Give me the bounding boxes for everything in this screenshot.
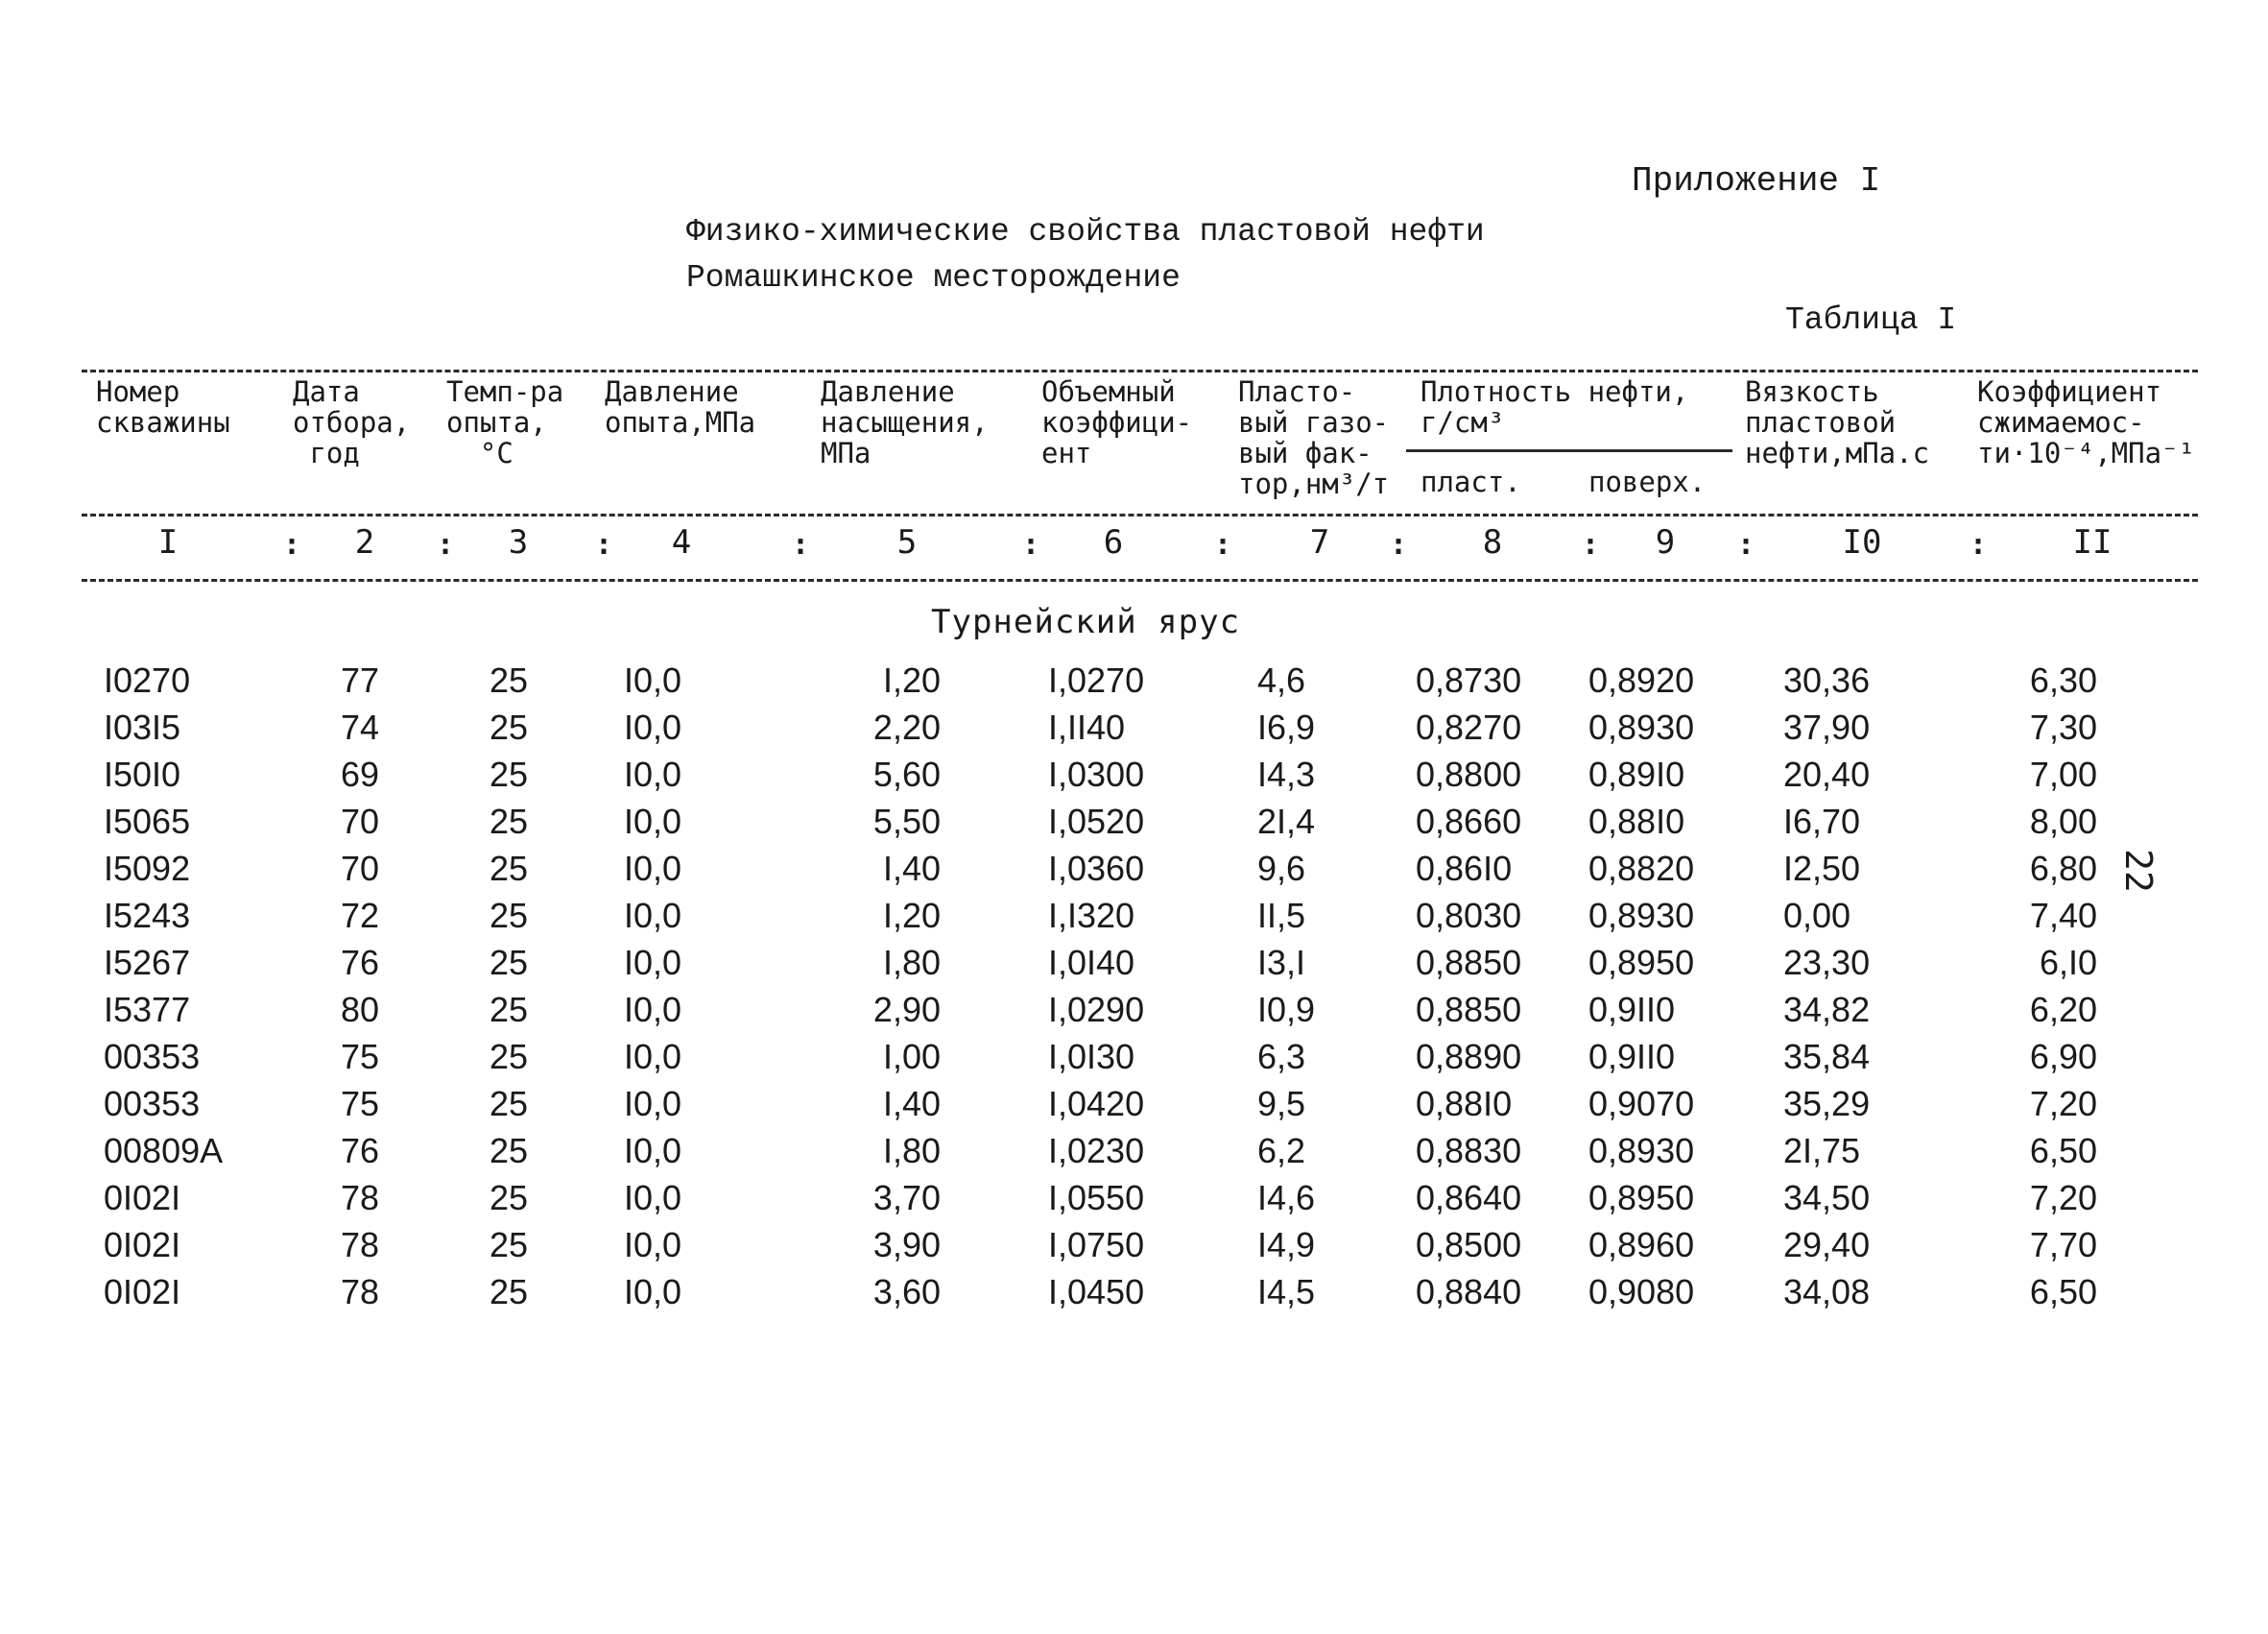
cell-visc: 35,84 [1783,1037,1871,1076]
header-density-surface: поверх. [1588,466,1707,498]
table-label: Таблица I [1785,302,1957,338]
cell-gas: I4,5 [1257,1272,1316,1311]
cell-well: 00353 [104,1037,201,1076]
cell-dsurf: 0,9080 [1588,1272,1695,1311]
cell-vol: I,II40 [1048,708,1126,747]
cell-dres: 0,8500 [1416,1225,1522,1264]
cell-dsurf: 0,8950 [1588,1178,1695,1217]
column-number-7: 7 [1309,523,1330,562]
cell-comp: 7,20 [2029,1084,2097,1123]
cell-dsurf: 0,9II0 [1588,990,1676,1029]
cell-psat: 2,90 [872,990,941,1029]
column-separator: : [792,528,810,562]
column-number-10: I0 [1842,523,1882,562]
cell-dres: 0,8030 [1416,896,1522,935]
cell-visc: 0,00 [1783,896,1851,935]
cell-dsurf: 0,8920 [1588,661,1695,700]
cell-comp: 6,90 [2029,1037,2097,1076]
cell-well: I5065 [104,802,191,841]
column-number-3: 3 [508,523,529,562]
cell-year: 78 [340,1225,380,1264]
cell-comp: 7,40 [2029,896,2097,935]
table-row [0,1131,2268,1177]
table-row [0,1225,2268,1271]
cell-psat: 2,20 [872,708,941,747]
cell-dsurf: 0,8930 [1588,896,1695,935]
cell-dres: 0,8660 [1416,802,1522,841]
cell-temp: 25 [489,896,529,935]
header-viscosity: Вязкость пластовой нефти,мПа.с [1745,375,1930,469]
cell-temp: 25 [489,1178,529,1217]
cell-gas: 4,6 [1257,661,1306,700]
table-row [0,1084,2268,1130]
cell-pexp: I0,0 [624,1178,682,1217]
cell-year: 77 [340,661,380,700]
page-number: 22 [2116,849,2160,893]
section-title: Турнейский ярус [931,603,1241,641]
column-separator: : [1022,528,1040,562]
cell-comp: 7,70 [2029,1225,2097,1264]
cell-pexp: I0,0 [624,1131,682,1170]
cell-well: I5243 [104,896,191,935]
column-number-8: 8 [1482,523,1503,562]
table-row [0,943,2268,989]
cell-psat: 3,60 [872,1272,941,1311]
cell-temp: 25 [489,990,529,1029]
column-number-4: 4 [671,523,692,562]
cell-psat: I,20 [882,896,941,935]
cell-vol: I,0290 [1048,990,1145,1029]
cell-vol: I,0750 [1048,1225,1145,1264]
cell-vol: I,0420 [1048,1084,1145,1123]
cell-psat: I,00 [882,1037,941,1076]
cell-comp: 6,50 [2029,1272,2097,1311]
header-compressibility: Коэффициент сжимаемос- ти·10⁻⁴,МПа⁻¹ [1977,375,2195,469]
cell-visc: 35,29 [1783,1084,1871,1123]
column-number-rule [82,579,2198,582]
cell-comp: 6,I0 [2039,943,2097,982]
cell-vol: I,I320 [1048,896,1135,935]
cell-gas: I6,9 [1257,708,1316,747]
cell-dres: 0,8840 [1416,1272,1522,1311]
column-separator: : [1214,528,1232,562]
cell-gas: 9,6 [1257,849,1306,888]
column-number-5: 5 [896,523,918,562]
cell-gas: I0,9 [1257,990,1316,1029]
cell-gas: I4,9 [1257,1225,1316,1264]
cell-pexp: I0,0 [624,849,682,888]
cell-dres: 0,88I0 [1416,1084,1513,1123]
cell-pexp: I0,0 [624,802,682,841]
table-row [0,661,2268,707]
cell-comp: 7,30 [2029,708,2097,747]
cell-year: 75 [340,1084,380,1123]
cell-vol: I,0550 [1048,1178,1145,1217]
cell-gas: 9,5 [1257,1084,1306,1123]
column-number-2: 2 [354,523,375,562]
cell-pexp: I0,0 [624,1225,682,1264]
cell-pexp: I0,0 [624,755,682,794]
title-line-1: Физико-химические свойства пластовой нефти [686,214,1485,250]
cell-well: 00809A [104,1131,224,1170]
cell-pexp: I0,0 [624,661,682,700]
cell-gas: 6,3 [1257,1037,1306,1076]
table-row [0,1037,2268,1083]
cell-visc: 2I,75 [1783,1131,1861,1170]
column-separator: : [1582,528,1600,562]
header-pressure-exp: Давление опыта,МПа [605,375,756,439]
column-separator: : [1390,528,1408,562]
cell-year: 75 [340,1037,380,1076]
column-number-9: 9 [1655,523,1676,562]
cell-pexp: I0,0 [624,943,682,982]
column-separator: : [1970,528,1988,562]
cell-dsurf: 0,8930 [1588,708,1695,747]
cell-vol: I,0270 [1048,661,1145,700]
column-number-11: II [2072,523,2113,562]
cell-pexp: I0,0 [624,1084,682,1123]
cell-well: 00353 [104,1084,201,1123]
cell-gas: 6,2 [1257,1131,1306,1170]
cell-year: 78 [340,1178,380,1217]
cell-dres: 0,8730 [1416,661,1522,700]
cell-dsurf: 0,8820 [1588,849,1695,888]
cell-pexp: I0,0 [624,990,682,1029]
cell-dsurf: 0,8960 [1588,1225,1695,1264]
column-separator: : [283,528,301,562]
header-bottom-rule [82,514,2198,517]
cell-year: 69 [340,755,380,794]
cell-well: I5267 [104,943,191,982]
table-row [0,849,2268,895]
cell-pexp: I0,0 [624,1272,682,1311]
cell-gas: I3,I [1257,943,1306,982]
cell-year: 80 [340,990,380,1029]
cell-comp: 6,20 [2029,990,2097,1029]
cell-psat: I,40 [882,849,941,888]
cell-temp: 25 [489,943,529,982]
cell-well: 0I02I [104,1272,181,1311]
header-well: Номер скважины [96,375,230,439]
cell-temp: 25 [489,802,529,841]
cell-dsurf: 0,88I0 [1588,802,1685,841]
cell-gas: I4,6 [1257,1178,1316,1217]
cell-gas: II,5 [1257,896,1306,935]
cell-visc: 37,90 [1783,708,1871,747]
document-title [686,209,1485,301]
cell-comp: 6,30 [2029,661,2097,700]
cell-comp: 6,80 [2029,849,2097,888]
header-density: Плотность нефти, г/см³ [1420,375,1689,439]
cell-pexp: I0,0 [624,1037,682,1076]
cell-visc: 20,40 [1783,755,1871,794]
cell-visc: I2,50 [1783,849,1861,888]
table-row [0,802,2268,848]
cell-dsurf: 0,9070 [1588,1084,1695,1123]
table-row [0,1272,2268,1318]
cell-dsurf: 0,8950 [1588,943,1695,982]
cell-psat: 3,70 [872,1178,941,1217]
cell-comp: 7,00 [2029,755,2097,794]
cell-visc: 34,50 [1783,1178,1871,1217]
cell-psat: I,80 [882,943,941,982]
cell-dres: 0,8640 [1416,1178,1522,1217]
cell-well: I50I0 [104,755,181,794]
cell-vol: I,0I40 [1048,943,1135,982]
cell-well: 0I02I [104,1178,181,1217]
density-subheader-rule [1406,449,1732,452]
cell-temp: 25 [489,1225,529,1264]
cell-dres: 0,8270 [1416,708,1522,747]
cell-visc: 29,40 [1783,1225,1871,1264]
cell-well: 0I02I [104,1225,181,1264]
cell-vol: I,0300 [1048,755,1145,794]
cell-dres: 0,8890 [1416,1037,1522,1076]
appendix-label: Приложение I [1632,161,1881,201]
cell-well: I5377 [104,990,191,1029]
cell-year: 70 [340,849,380,888]
title-line-2: Ромашкинское месторождение [686,260,1181,296]
cell-dres: 0,8850 [1416,943,1522,982]
cell-gas: I4,3 [1257,755,1316,794]
cell-dsurf: 0,8930 [1588,1131,1695,1170]
table-top-rule [82,370,2198,372]
cell-psat: I,80 [882,1131,941,1170]
cell-pexp: I0,0 [624,896,682,935]
cell-temp: 25 [489,1272,529,1311]
cell-visc: 34,82 [1783,990,1871,1029]
table-row [0,755,2268,801]
cell-temp: 25 [489,708,529,747]
cell-psat: I,20 [882,661,941,700]
cell-well: I0270 [104,661,191,700]
column-number-1: I [157,523,179,562]
cell-year: 72 [340,896,380,935]
header-density-reservoir: пласт. [1420,466,1521,498]
header-pressure-sat: Давление насыщения, МПа [821,375,989,469]
cell-dres: 0,86I0 [1416,849,1513,888]
cell-dres: 0,8800 [1416,755,1522,794]
cell-comp: 6,50 [2029,1131,2097,1170]
cell-dsurf: 0,9II0 [1588,1037,1676,1076]
cell-vol: I,0360 [1048,849,1145,888]
cell-gas: 2I,4 [1257,802,1316,841]
cell-year: 76 [340,1131,380,1170]
cell-psat: 3,90 [872,1225,941,1264]
cell-vol: I,0I30 [1048,1037,1135,1076]
cell-temp: 25 [489,755,529,794]
cell-pexp: I0,0 [624,708,682,747]
cell-well: I5092 [104,849,191,888]
cell-vol: I,0520 [1048,802,1145,841]
cell-comp: 8,00 [2029,802,2097,841]
cell-visc: 34,08 [1783,1272,1871,1311]
cell-comp: 7,20 [2029,1178,2097,1217]
header-volume-coef: Объемный коэффици- ент [1041,375,1193,469]
cell-temp: 25 [489,1084,529,1123]
cell-year: 78 [340,1272,380,1311]
cell-temp: 25 [489,1037,529,1076]
cell-dres: 0,8850 [1416,990,1522,1029]
cell-vol: I,0450 [1048,1272,1145,1311]
cell-dsurf: 0,89I0 [1588,755,1685,794]
cell-temp: 25 [489,1131,529,1170]
header-gas-factor: Пласто- вый газо- вый фак- тор,нм³/т [1238,375,1390,500]
cell-year: 74 [340,708,380,747]
cell-visc: I6,70 [1783,802,1861,841]
cell-year: 70 [340,802,380,841]
cell-visc: 30,36 [1783,661,1871,700]
column-number-6: 6 [1103,523,1124,562]
column-separator: : [437,528,455,562]
cell-vol: I,0230 [1048,1131,1145,1170]
cell-well: I03I5 [104,708,181,747]
column-separator: : [1737,528,1755,562]
cell-temp: 25 [489,849,529,888]
cell-year: 76 [340,943,380,982]
cell-dres: 0,8830 [1416,1131,1522,1170]
cell-psat: 5,60 [872,755,941,794]
table-row [0,990,2268,1036]
table-row [0,896,2268,942]
cell-temp: 25 [489,661,529,700]
cell-psat: I,40 [882,1084,941,1123]
header-year: Дата отбора, год [293,375,411,469]
header-temp: Темп-ра опыта, °С [446,375,564,469]
column-separator: : [595,528,613,562]
table-row [0,708,2268,754]
table-row [0,1178,2268,1224]
cell-visc: 23,30 [1783,943,1871,982]
cell-psat: 5,50 [872,802,941,841]
